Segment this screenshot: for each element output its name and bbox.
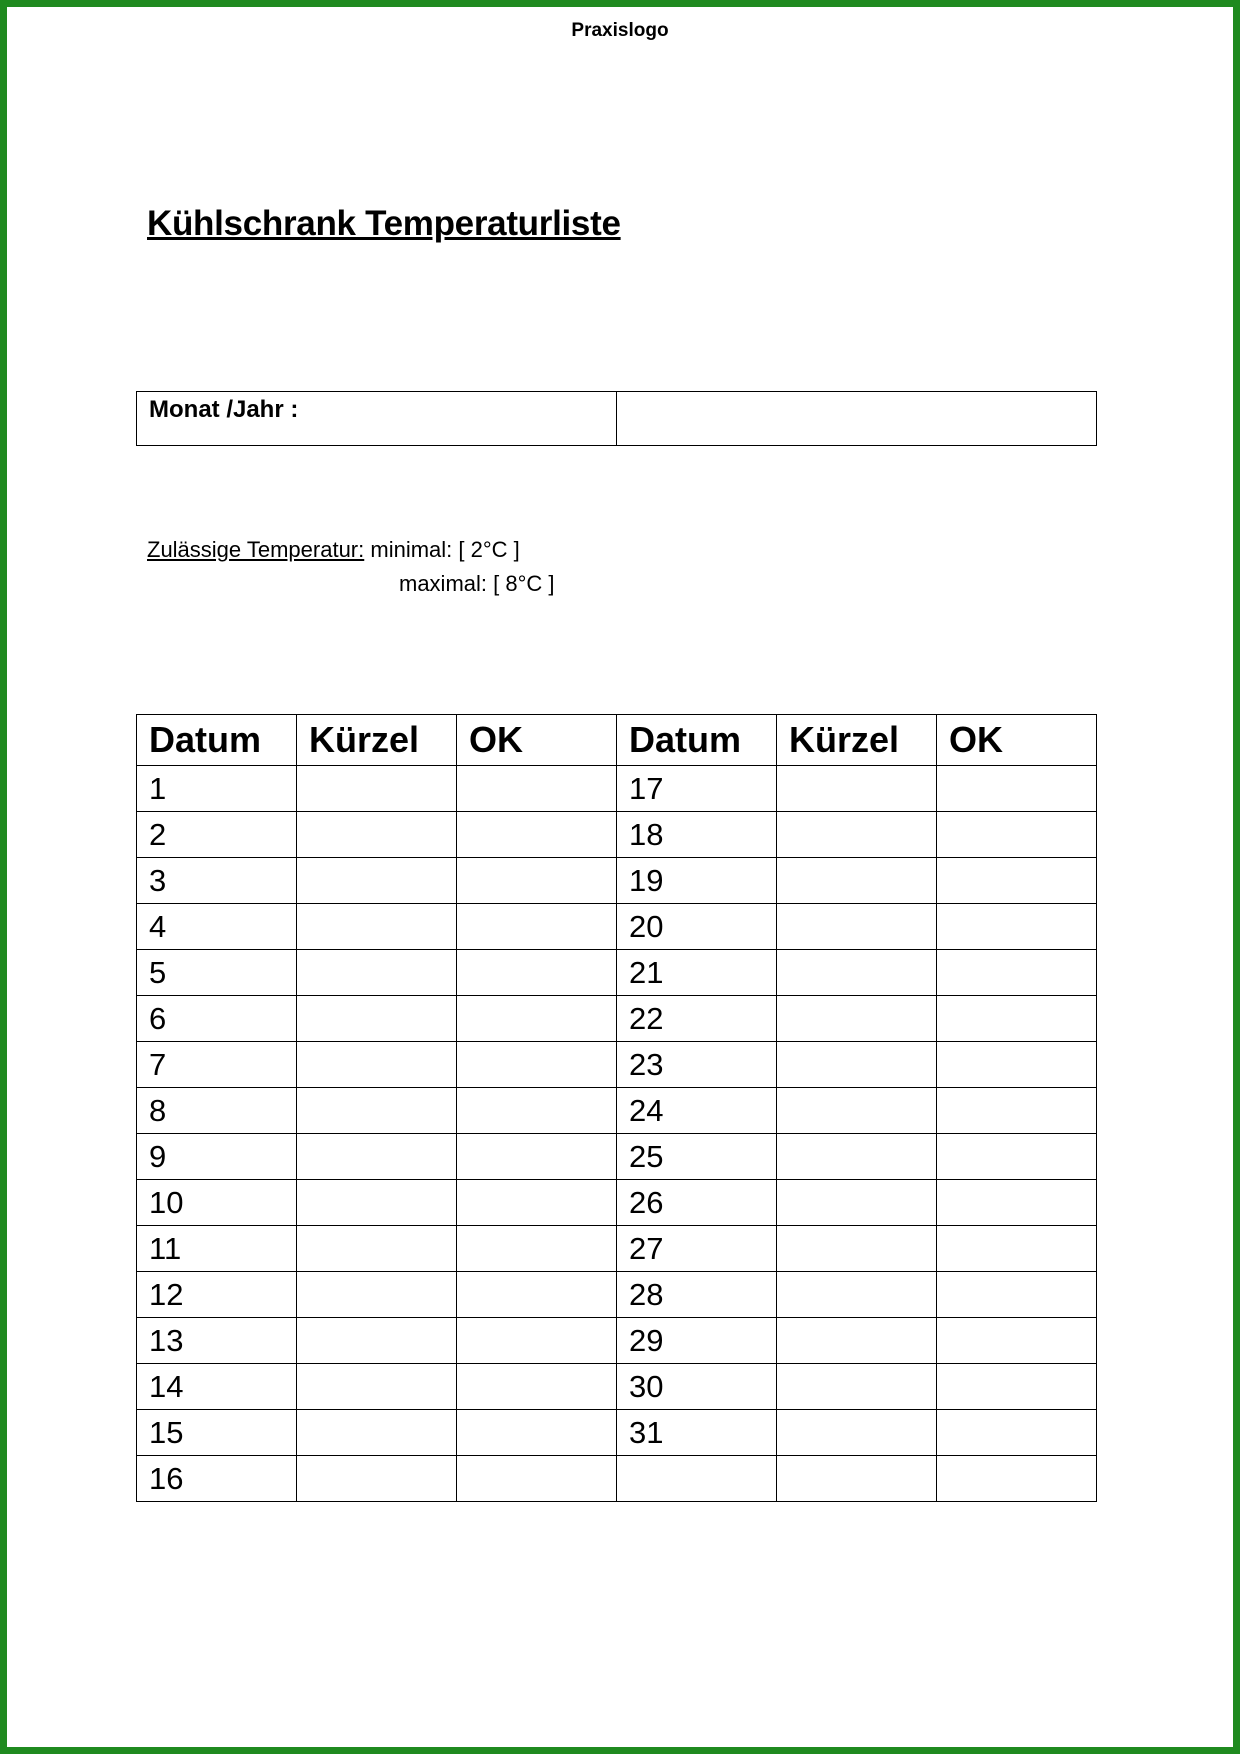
date-cell: 24 [617,1088,777,1134]
initials-cell[interactable] [777,766,937,812]
ok-cell[interactable] [937,1318,1097,1364]
practice-logo: Praxislogo [571,20,669,41]
date-cell: 3 [137,858,297,904]
initials-cell[interactable] [297,1042,457,1088]
column-header-kuerzel: Kürzel [777,715,937,766]
table-row [137,1088,1097,1134]
ok-cell[interactable] [937,1410,1097,1456]
initials-cell[interactable] [777,1456,937,1502]
initials-cell[interactable] [297,1088,457,1134]
column-header-kuerzel: Kürzel [297,715,457,766]
date-cell: 17 [617,766,777,812]
initials-cell[interactable] [777,1042,937,1088]
date-cell: 2 [137,812,297,858]
date-cell: 12 [137,1272,297,1318]
initials-cell[interactable] [777,812,937,858]
initials-cell[interactable] [777,1134,937,1180]
table-header-row [137,715,1097,766]
table-row [137,812,1097,858]
date-cell: 26 [617,1180,777,1226]
ok-cell[interactable] [457,1042,617,1088]
initials-cell[interactable] [297,996,457,1042]
initials-cell[interactable] [297,812,457,858]
ok-cell[interactable] [937,858,1097,904]
table-row [137,950,1097,996]
table-row [137,1042,1097,1088]
date-cell: 1 [137,766,297,812]
table-row [137,1180,1097,1226]
table-row [137,1134,1097,1180]
table-row [137,1456,1097,1502]
date-cell: 15 [137,1410,297,1456]
ok-cell[interactable] [457,858,617,904]
date-cell: 30 [617,1364,777,1410]
ok-cell[interactable] [937,950,1097,996]
ok-cell[interactable] [457,996,617,1042]
initials-cell[interactable] [297,1180,457,1226]
date-cell: 31 [617,1410,777,1456]
date-cell: 11 [137,1226,297,1272]
column-header-ok: OK [457,715,617,766]
ok-cell[interactable] [937,1226,1097,1272]
ok-cell[interactable] [457,1134,617,1180]
initials-cell[interactable] [777,1226,937,1272]
ok-cell[interactable] [457,812,617,858]
date-cell: 27 [617,1226,777,1272]
initials-cell[interactable] [297,858,457,904]
date-cell: 22 [617,996,777,1042]
ok-cell[interactable] [457,1226,617,1272]
date-cell: 8 [137,1088,297,1134]
month-year-field[interactable] [617,392,1097,446]
column-header-datum: Datum [617,715,777,766]
ok-cell[interactable] [457,766,617,812]
initials-cell[interactable] [297,1410,457,1456]
initials-cell[interactable] [777,904,937,950]
date-cell: 29 [617,1318,777,1364]
date-cell: 6 [137,996,297,1042]
initials-cell[interactable] [297,1456,457,1502]
ok-cell[interactable] [457,1088,617,1134]
ok-cell[interactable] [937,1272,1097,1318]
initials-cell[interactable] [777,1364,937,1410]
initials-cell[interactable] [297,1318,457,1364]
allowed-temperature [147,537,555,605]
ok-cell[interactable] [937,904,1097,950]
ok-cell[interactable] [937,1134,1097,1180]
initials-cell[interactable] [297,1272,457,1318]
initials-cell[interactable] [297,1364,457,1410]
ok-cell[interactable] [937,1180,1097,1226]
ok-cell[interactable] [457,1456,617,1502]
ok-cell[interactable] [937,1088,1097,1134]
ok-cell[interactable] [457,1318,617,1364]
ok-cell[interactable] [457,1272,617,1318]
date-cell: 7 [137,1042,297,1088]
initials-cell[interactable] [777,858,937,904]
date-cell: 23 [617,1042,777,1088]
initials-cell[interactable] [297,904,457,950]
table-row [137,996,1097,1042]
ok-cell[interactable] [937,812,1097,858]
initials-cell[interactable] [297,1134,457,1180]
ok-cell[interactable] [937,1456,1097,1502]
initials-cell[interactable] [777,1180,937,1226]
ok-cell[interactable] [937,996,1097,1042]
table-row [137,858,1097,904]
min-temperature: minimal: [ 2°C ] [370,537,520,562]
temperature-log-table [136,714,1097,1502]
initials-cell[interactable] [777,996,937,1042]
date-cell: 21 [617,950,777,996]
ok-cell[interactable] [457,1180,617,1226]
initials-cell[interactable] [777,1318,937,1364]
table-row [137,1226,1097,1272]
table-row [137,1410,1097,1456]
initials-cell[interactable] [777,1410,937,1456]
month-year-label: Monat /Jahr : [137,392,617,446]
initials-cell[interactable] [777,1272,937,1318]
document-title: Kühlschrank Temperaturliste [147,204,621,243]
initials-cell[interactable] [297,766,457,812]
month-year-table [136,391,1097,446]
max-temperature: maximal: [ 8°C ] [399,571,555,596]
ok-cell[interactable] [457,1410,617,1456]
ok-cell[interactable] [937,1364,1097,1410]
date-cell: 25 [617,1134,777,1180]
date-cell: 19 [617,858,777,904]
date-cell: 20 [617,904,777,950]
allowed-temperature-label: Zulässige Temperatur: [147,537,365,562]
initials-cell[interactable] [297,1226,457,1272]
initials-cell[interactable] [297,950,457,996]
table-row [137,1272,1097,1318]
ok-cell[interactable] [457,1364,617,1410]
date-cell: 4 [137,904,297,950]
table-row [137,766,1097,812]
initials-cell[interactable] [777,950,937,996]
ok-cell[interactable] [937,766,1097,812]
initials-cell[interactable] [777,1088,937,1134]
date-cell: 14 [137,1364,297,1410]
date-cell: 9 [137,1134,297,1180]
table-row [137,904,1097,950]
ok-cell[interactable] [457,950,617,996]
date-cell: 18 [617,812,777,858]
column-header-ok: OK [937,715,1097,766]
date-cell: 5 [137,950,297,996]
column-header-datum: Datum [137,715,297,766]
date-cell: 28 [617,1272,777,1318]
date-cell: 10 [137,1180,297,1226]
ok-cell[interactable] [937,1042,1097,1088]
date-cell: 16 [137,1456,297,1502]
ok-cell[interactable] [457,904,617,950]
table-row [137,1364,1097,1410]
date-cell: 13 [137,1318,297,1364]
table-row [137,1318,1097,1364]
date-cell [617,1456,777,1502]
